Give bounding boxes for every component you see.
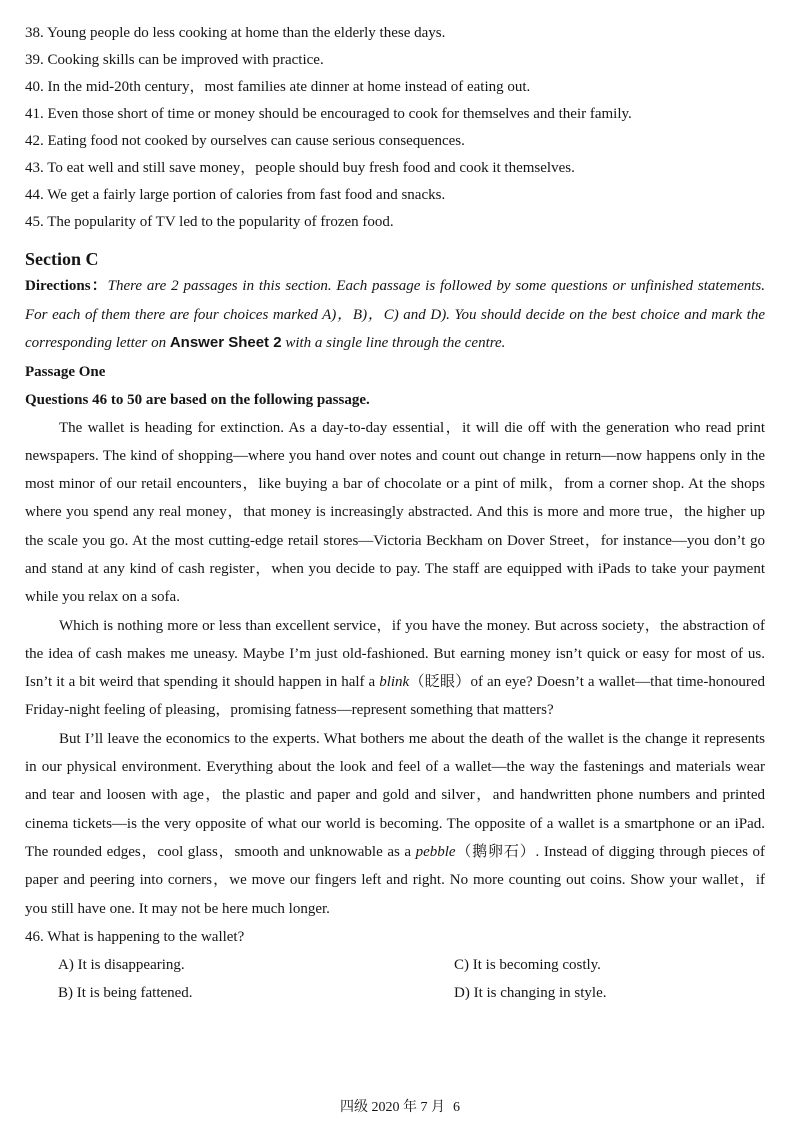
page-footer [0, 1096, 800, 1116]
statement-text: The popularity of TV led to the popularity of frozen food. [47, 214, 394, 230]
statement-text: Even those short of time or money should be encouraged to cook for themselves and their family. [47, 106, 632, 122]
question-number: 46. [25, 928, 44, 945]
statement-number: 43. [25, 160, 44, 176]
statement-45 [25, 209, 765, 236]
answer-options [25, 951, 765, 1007]
statement-number: 45. [25, 214, 44, 230]
passage-title: Passage One [25, 363, 106, 380]
statement-number: 39. [25, 52, 44, 68]
directions [25, 272, 765, 358]
statement-39 [25, 47, 765, 74]
statement-42 [25, 128, 765, 155]
option-c [454, 951, 798, 979]
vocab-gloss: （鹅卵石） [455, 843, 536, 860]
option-a [58, 951, 454, 979]
statement-41 [25, 101, 765, 128]
option-label: A) [58, 956, 74, 973]
statement-40 [25, 74, 765, 101]
statement-number: 42. [25, 133, 44, 149]
paragraph-text: But I’ll leave the economics to the experts. What bothers me about the death of the wallet is the change it represents in our physical environment. Everything about the look and feel of a wallet—the way the fastenings and materials wear and tear and loosen with age，the plastic and paper and gold and silver，and handwritten phone numbers and printed cinema tickets—is the very opposite of what our world is becoming. The opposite of a wallet is a smartphone or an iPad. The rounded edges，cool glass，smooth and unknowable as a [25, 730, 765, 860]
option-text: It is changing in style. [473, 984, 607, 1001]
option-text: It is disappearing. [77, 956, 185, 973]
statement-number: 44. [25, 187, 44, 203]
directions-text: There are 2 passages in this section. Each passage is followed by some questions or unfinished statements. For each of them there are four choices marked A)，B)，C) and D). You should decide on the best choice and mark the corresponding letter on [25, 278, 765, 351]
statement-number: 40. [25, 79, 44, 95]
paragraph-text: . Instead of digging through pieces of paper and peering into corners，we move our fingers left and right. No more counting out coins. Show your wallet，if you still have one. It may not be here much longer. [25, 843, 765, 917]
statement-43 [25, 155, 765, 182]
statement-44 [25, 182, 765, 209]
passage-paragraph-1: The wallet is heading for extinction. As a day-to-day essential，it will die off with the generation who read print newspapers. The kind of shopping—where you hand over notes and count out change in return—now happens only in the most minor of our retail encounters，like buying a bar of chocolate or a pint of milk，from a corner shop. At the shops where you spend any real money，that money is increasingly abstracted. And this is more and more true，the higher up the scale you go. At the most cutting-edge retail stores—Victoria Beckham on Dover Street，for instance—you don’t go and stand at any kind of cash register，when you decide to pay. The staff are equipped with iPads to take your payment while you relax on a sofa. [25, 419, 765, 606]
exam-name: 四级 2020 年 7 月 [340, 1100, 445, 1115]
passage-paragraph-3 [25, 725, 765, 923]
statement-38 [25, 20, 765, 47]
exam-page [25, 20, 765, 1007]
passage-paragraph-2 [25, 612, 765, 725]
vocab-word-pebble: pebble [415, 843, 456, 860]
paragraph-text: of an eye? Doesn’t a wallet—that time-honoured Friday-night feeling of pleasing，promising fatness—represent something that matters? [25, 674, 765, 719]
option-label: B) [58, 984, 73, 1001]
statement-text: In the mid-20th century，most families ate dinner at home instead of eating out. [47, 79, 531, 95]
option-text: It is becoming costly. [472, 956, 601, 973]
option-label: D) [454, 984, 470, 1001]
option-label: C) [454, 956, 469, 973]
option-text: It is being fattened. [76, 984, 193, 1001]
directions-label: Directions： [25, 278, 108, 294]
question-46 [25, 923, 765, 951]
vocab-gloss: （眨眼） [409, 674, 471, 691]
paragraph-text: Which is nothing more or less than excellent service，if you have the money. But across society，the abstraction of the idea of cash makes me uneasy. Maybe I’m just old-fashioned. But earning money isn’t quick or easy for most of us. Isn’t it a bit weird that spending it should happen in half a [25, 617, 765, 691]
statement-text: Cooking skills can be improved with practice. [47, 52, 324, 68]
statement-number: 41. [25, 106, 44, 122]
statement-text: We get a fairly large portion of calories from fast food and snacks. [47, 187, 446, 203]
vocab-word-blink: blink [379, 674, 410, 691]
statement-text: Eating food not cooked by ourselves can cause serious consequences. [47, 133, 465, 149]
questions-intro: Questions 46 to 50 are based on the following passage. [25, 391, 370, 408]
question-text: What is happening to the wallet? [47, 928, 245, 945]
statements-list [25, 20, 765, 236]
section-title: Section C [25, 249, 99, 269]
page-number: 6 [453, 1100, 460, 1115]
option-b [58, 979, 454, 1007]
statement-number: 38. [25, 25, 44, 41]
statement-text: To eat well and still save money，people should buy fresh food and cook it themselves. [47, 160, 575, 176]
option-d [454, 979, 798, 1007]
statement-text: Young people do less cooking at home than the elderly these days. [46, 25, 446, 41]
answer-sheet-label: Answer Sheet 2 [169, 334, 282, 351]
directions-text-end: with a single line through the centre. [281, 335, 506, 351]
